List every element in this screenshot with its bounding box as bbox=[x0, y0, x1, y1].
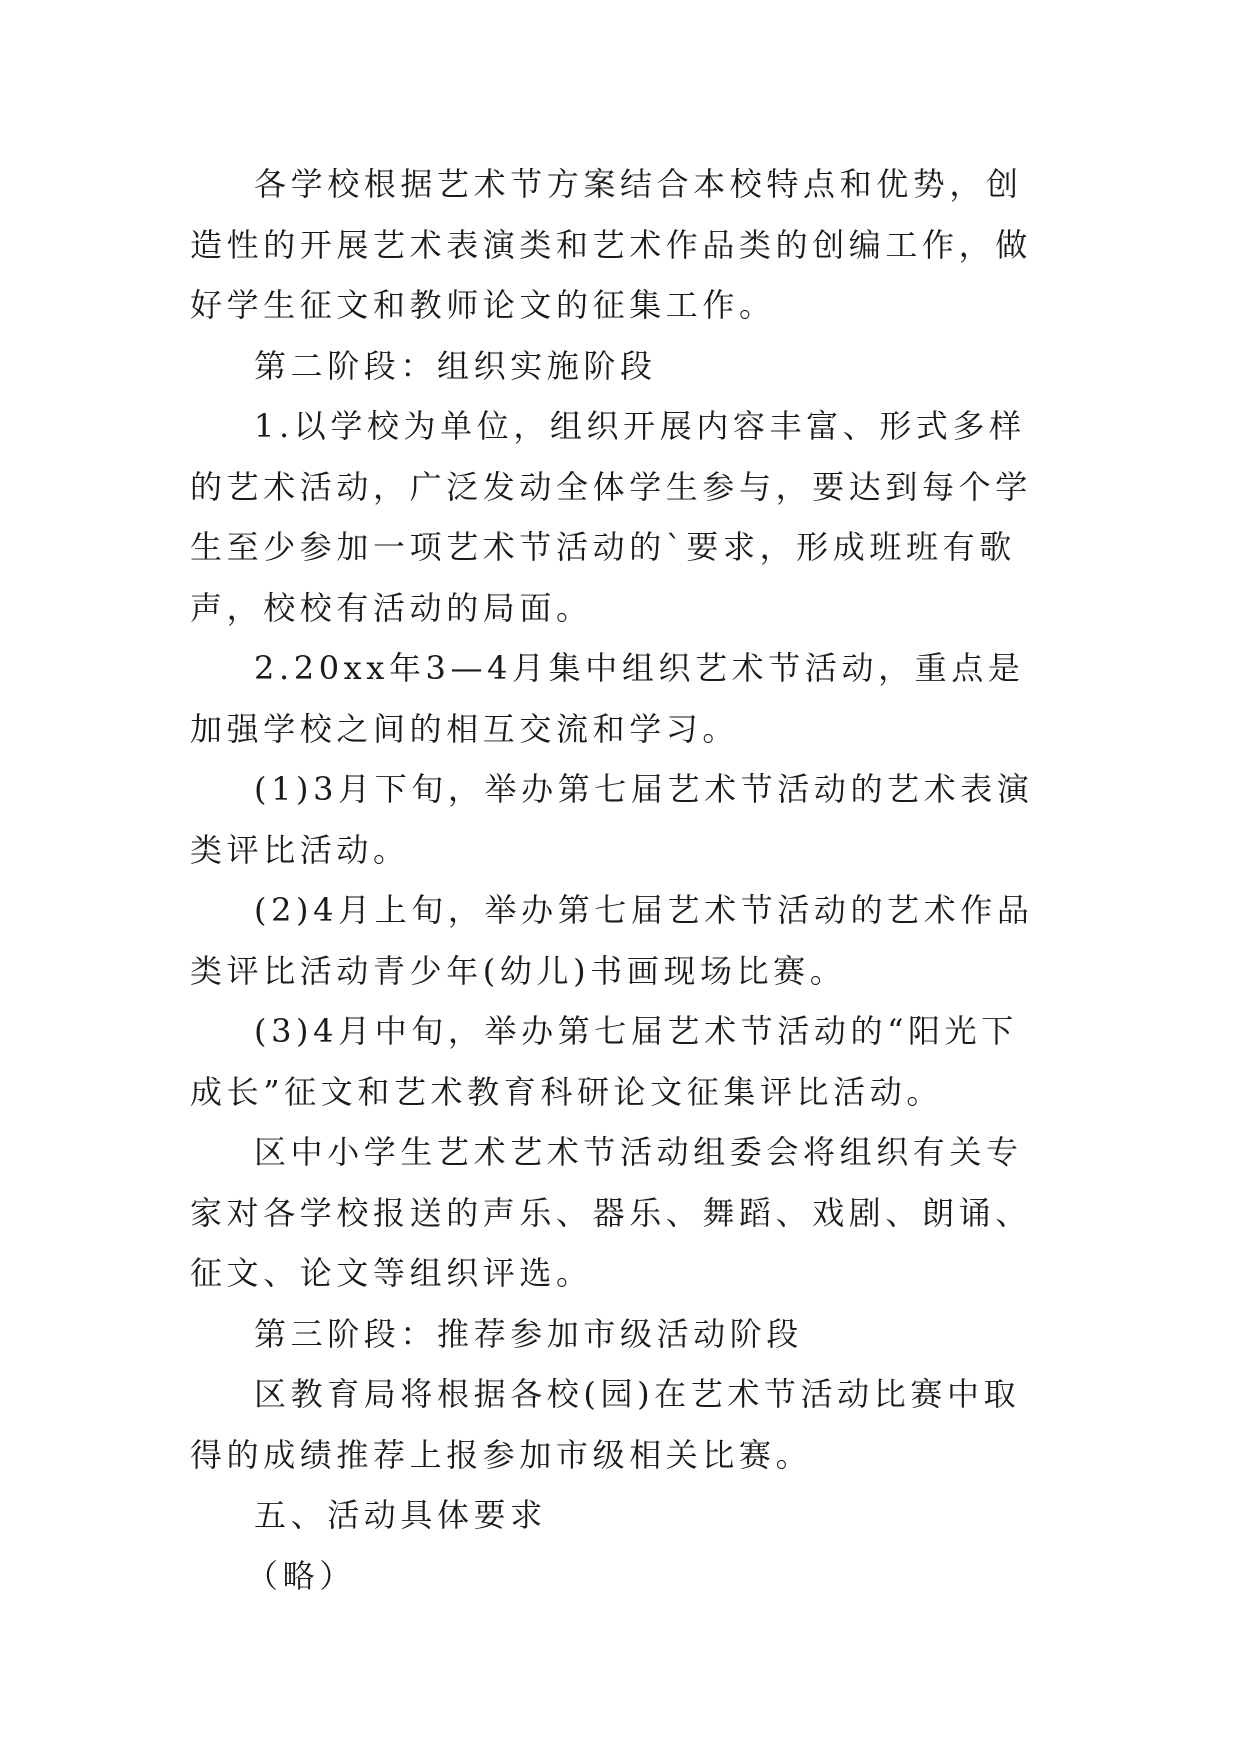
paragraph-item-1: 1.以学校为单位，组织开展内容丰富、形式多样的艺术活动，广泛发动全体学生参与，要达到每个学生至少参加一项艺术节活动的`要求，形成班班有歌声，校校有活动的局面。 bbox=[190, 407, 1032, 627]
paragraph-creation-work: 各学校根据艺术节方案结合本校特点和优势，创造性的开展艺术表演类和艺术作品类的创编工作，做好学生征文和教师论文的征集工作。 bbox=[190, 165, 1032, 324]
paragraph-stage-two-heading: 第二阶段：组织实施阶段 bbox=[254, 346, 657, 385]
paragraph-subitem-3: (3)4月中旬，举办第七届艺术节活动的“阳光下成长”征文和艺术教育科研论文征集评比活动。 bbox=[190, 1012, 1018, 1111]
paragraph-stage-three-heading: 第三阶段：推荐参加市级活动阶段 bbox=[254, 1314, 804, 1353]
document-body bbox=[190, 154, 1050, 1606]
paragraph-omitted: （略） bbox=[246, 1556, 356, 1595]
paragraph-subitem-2: (2)4月上旬，举办第七届艺术节活动的艺术作品类评比活动青少年(幼儿)书画现场比赛。 bbox=[190, 891, 1034, 990]
paragraph-section-five-heading: 五、活动具体要求 bbox=[254, 1496, 547, 1534]
paragraph-subitem-1: (1)3月下旬，举办第七届艺术节活动的艺术表演类评比活动。 bbox=[190, 770, 1034, 869]
paragraph-committee-review: 区中小学生艺术艺术节活动组委会将组织有关专家对各学校报送的声乐、器乐、舞蹈、戏剧、朗诵、征文、论文等组织评选。 bbox=[190, 1133, 1032, 1292]
paragraph-item-2: 2.20xx年3—4月集中组织艺术节活动，重点是加强学校之间的相互交流和学习。 bbox=[190, 649, 1025, 748]
paragraph-recommendation: 区教育局将根据各校(园)在艺术节活动比赛中取得的成绩推荐上报参加市级相关比赛。 bbox=[190, 1375, 1021, 1474]
